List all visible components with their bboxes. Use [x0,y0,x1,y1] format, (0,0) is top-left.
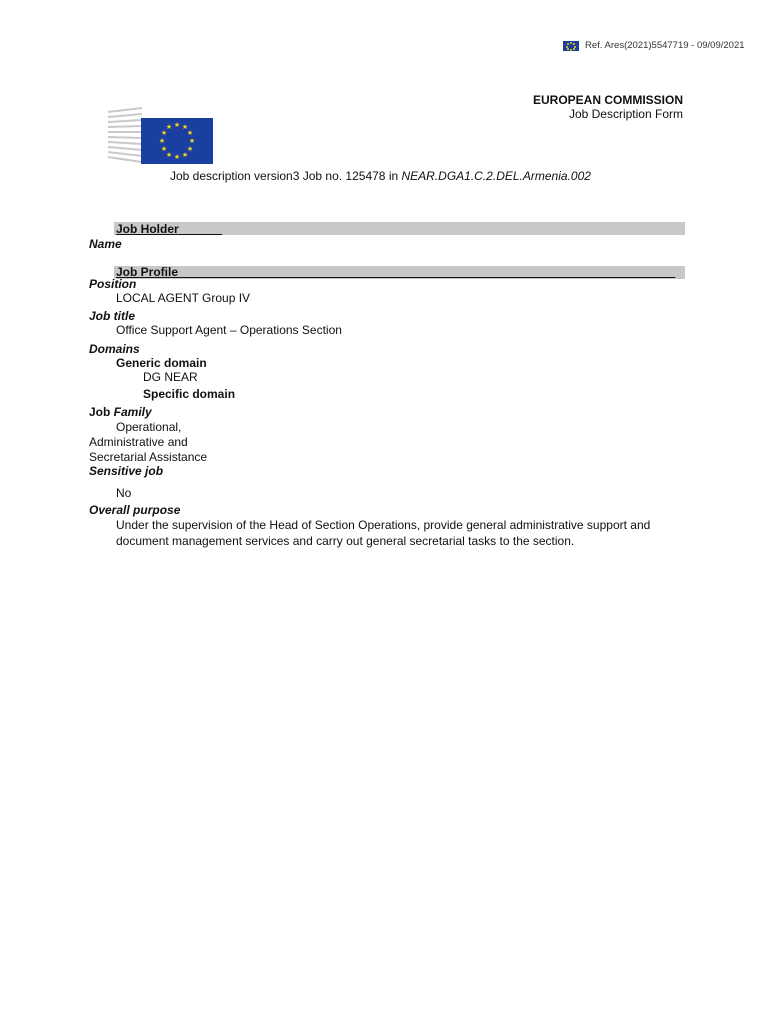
job-code: NEAR.DGA1.C.2.DEL.Armenia.002 [401,169,591,183]
job-holder-label: Job Holder [116,222,179,236]
svg-text:★: ★ [181,123,189,131]
sensitive-job-value: No [116,486,132,500]
job-family-label [89,405,152,419]
domains-label: Domains [89,342,140,356]
eu-flag-icon [563,41,579,51]
job-family-line-3: Secretarial Assistance [89,450,208,464]
job-family-label-a: Job [89,405,114,419]
generic-domain-label: Generic domain [116,356,207,370]
job-profile-label: Job Profile [116,265,179,279]
job-line-prefix: Job description version3 Job no. 125478 in [170,169,402,183]
svg-text:★: ★ [160,145,168,153]
european-commission-logo [108,106,214,166]
svg-text:★: ★ [181,151,189,159]
position-value: LOCAL AGENT Group IV [116,291,251,305]
position-label: Position [89,277,137,291]
job-title-label: Job title [89,309,136,323]
reference-text: Ref. Ares(2021)5547719 - 09/09/2021 [585,40,745,51]
job-family-line-1: Operational, [116,420,182,434]
job-profile-heading [116,265,675,279]
svg-text:★: ★ [186,145,194,153]
specific-domain-label: Specific domain [143,387,236,401]
job-holder-blank: ______ [182,222,223,236]
job-family-line-2: Administrative and [89,435,188,449]
svg-text:★: ★ [160,129,168,137]
svg-text:★: ★ [188,137,196,145]
svg-text:★: ★ [186,129,194,137]
job-family-label-b: Family [113,405,152,419]
job-description-line [170,169,591,183]
svg-text:★: ★ [173,121,181,129]
overall-purpose-label: Overall purpose [89,503,181,517]
svg-text:★: ★ [173,153,181,161]
name-label: Name [89,237,122,251]
sensitive-job-label: Sensitive job [89,464,164,478]
overall-purpose-text: Under the supervision of the Head of Section Operations, provide general administrative support and document management services and carry out general secretarial tasks to the section. [116,518,651,548]
job-profile-blank: __________________________________________________________________________ [181,265,676,279]
job-holder-heading [116,222,222,236]
svg-text:★: ★ [165,123,173,131]
job-title-value: Office Support Agent – Operations Section [116,323,342,337]
svg-text:★: ★ [165,151,173,159]
generic-domain-value: DG NEAR [143,370,198,384]
svg-text:★: ★ [158,137,166,145]
organization-name: EUROPEAN COMMISSION [532,93,683,107]
form-title: Job Description Form [568,107,683,121]
reference-stamp [563,40,745,51]
